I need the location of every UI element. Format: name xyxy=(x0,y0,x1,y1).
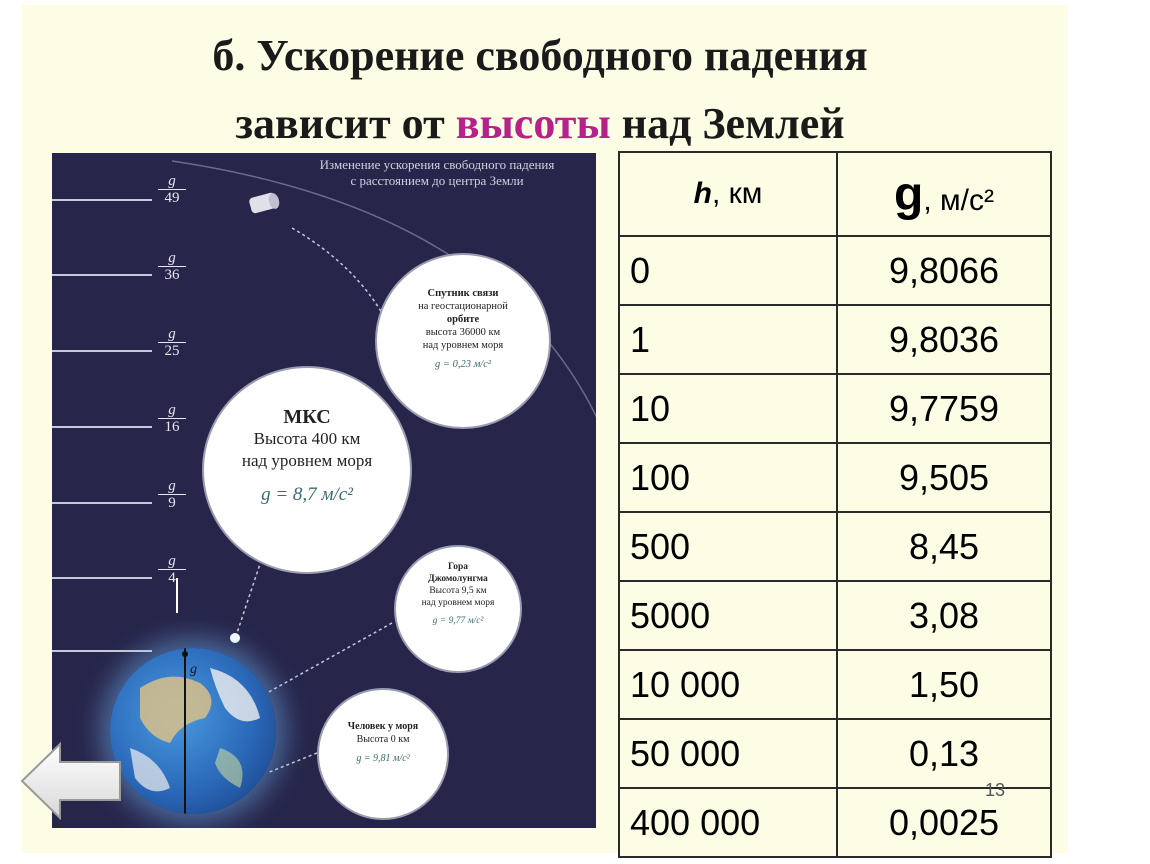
scale-g-36: $\frac{g}{36}$ xyxy=(158,250,186,283)
scale-g-16: $\frac{g}{16}$ xyxy=(158,402,186,435)
sea-formula: g = 9,81 м/с² xyxy=(356,753,410,764)
gravity-diagram xyxy=(52,153,596,828)
everest-bubble: Гора Джомолунгма Высота 9,5 км над уровнем моря g = 9,77 м/с² xyxy=(394,545,522,673)
earth-icon xyxy=(110,648,276,814)
gravity-table xyxy=(618,151,1052,858)
satellite-bubble: Спутник связи на геостационарной орбите высота 36000 км над уровнем моря g = 0,23 м/с² xyxy=(375,253,551,429)
title-line-1: б. Ускорение свободного падения xyxy=(212,31,868,80)
column-header-g: g, м/с² xyxy=(837,152,1051,236)
scale-g-4: $\frac{g}{4}$ xyxy=(158,553,186,586)
title-text: зависит от xyxy=(235,99,456,148)
scale-g-9: $\frac{g}{9}$ xyxy=(158,478,186,511)
table-row: 0 9,8066 xyxy=(619,236,1051,305)
iss-formula: g = 8,7 м/с² xyxy=(261,484,353,505)
diagram-title-line-1: Изменение ускорения свободного падения xyxy=(319,157,555,172)
sea-level-bubble: Человек у моря Высота 0 км g = 9,81 м/с² xyxy=(317,688,449,820)
title-highlight: высоты xyxy=(455,99,611,148)
scale-g-49: $\frac{g}{49}$ xyxy=(158,173,186,206)
earth-g-label: g xyxy=(190,662,197,677)
everest-formula: g = 9,77 м/с² xyxy=(432,616,484,626)
iss-bubble: МКС Высота 400 км над уровнем моря g = 8,7 м/с² xyxy=(202,366,412,574)
table-row: 50 000 0,13 xyxy=(619,719,1051,788)
table-row: 100 9,505 xyxy=(619,443,1051,512)
slide-title xyxy=(0,22,1080,158)
diagram-title xyxy=(267,157,596,189)
table-row: 500 8,45 xyxy=(619,512,1051,581)
table-row: 5000 3,08 xyxy=(619,581,1051,650)
table-row: 10 9,7759 xyxy=(619,374,1051,443)
title-text-end: над Землей xyxy=(610,99,845,148)
table-row: 1 9,8036 xyxy=(619,305,1051,374)
table-header-row xyxy=(619,152,1051,236)
satellite-formula: g = 0,23 м/с² xyxy=(434,359,491,370)
column-header-height: h, км xyxy=(619,152,837,236)
diagram-title-line-2: с расстоянием до центра Земли xyxy=(350,173,524,188)
left-arrow-icon xyxy=(20,740,122,822)
page-number: 13 xyxy=(985,780,1006,800)
table-row: 10 000 1,50 xyxy=(619,650,1051,719)
scale-g-25: $\frac{g}{25}$ xyxy=(158,326,186,359)
title-line-2 xyxy=(0,90,1080,158)
back-button[interactable] xyxy=(20,740,122,822)
satellite-icon xyxy=(248,192,281,214)
table-row: 400 000 0,0025 xyxy=(619,788,1051,857)
